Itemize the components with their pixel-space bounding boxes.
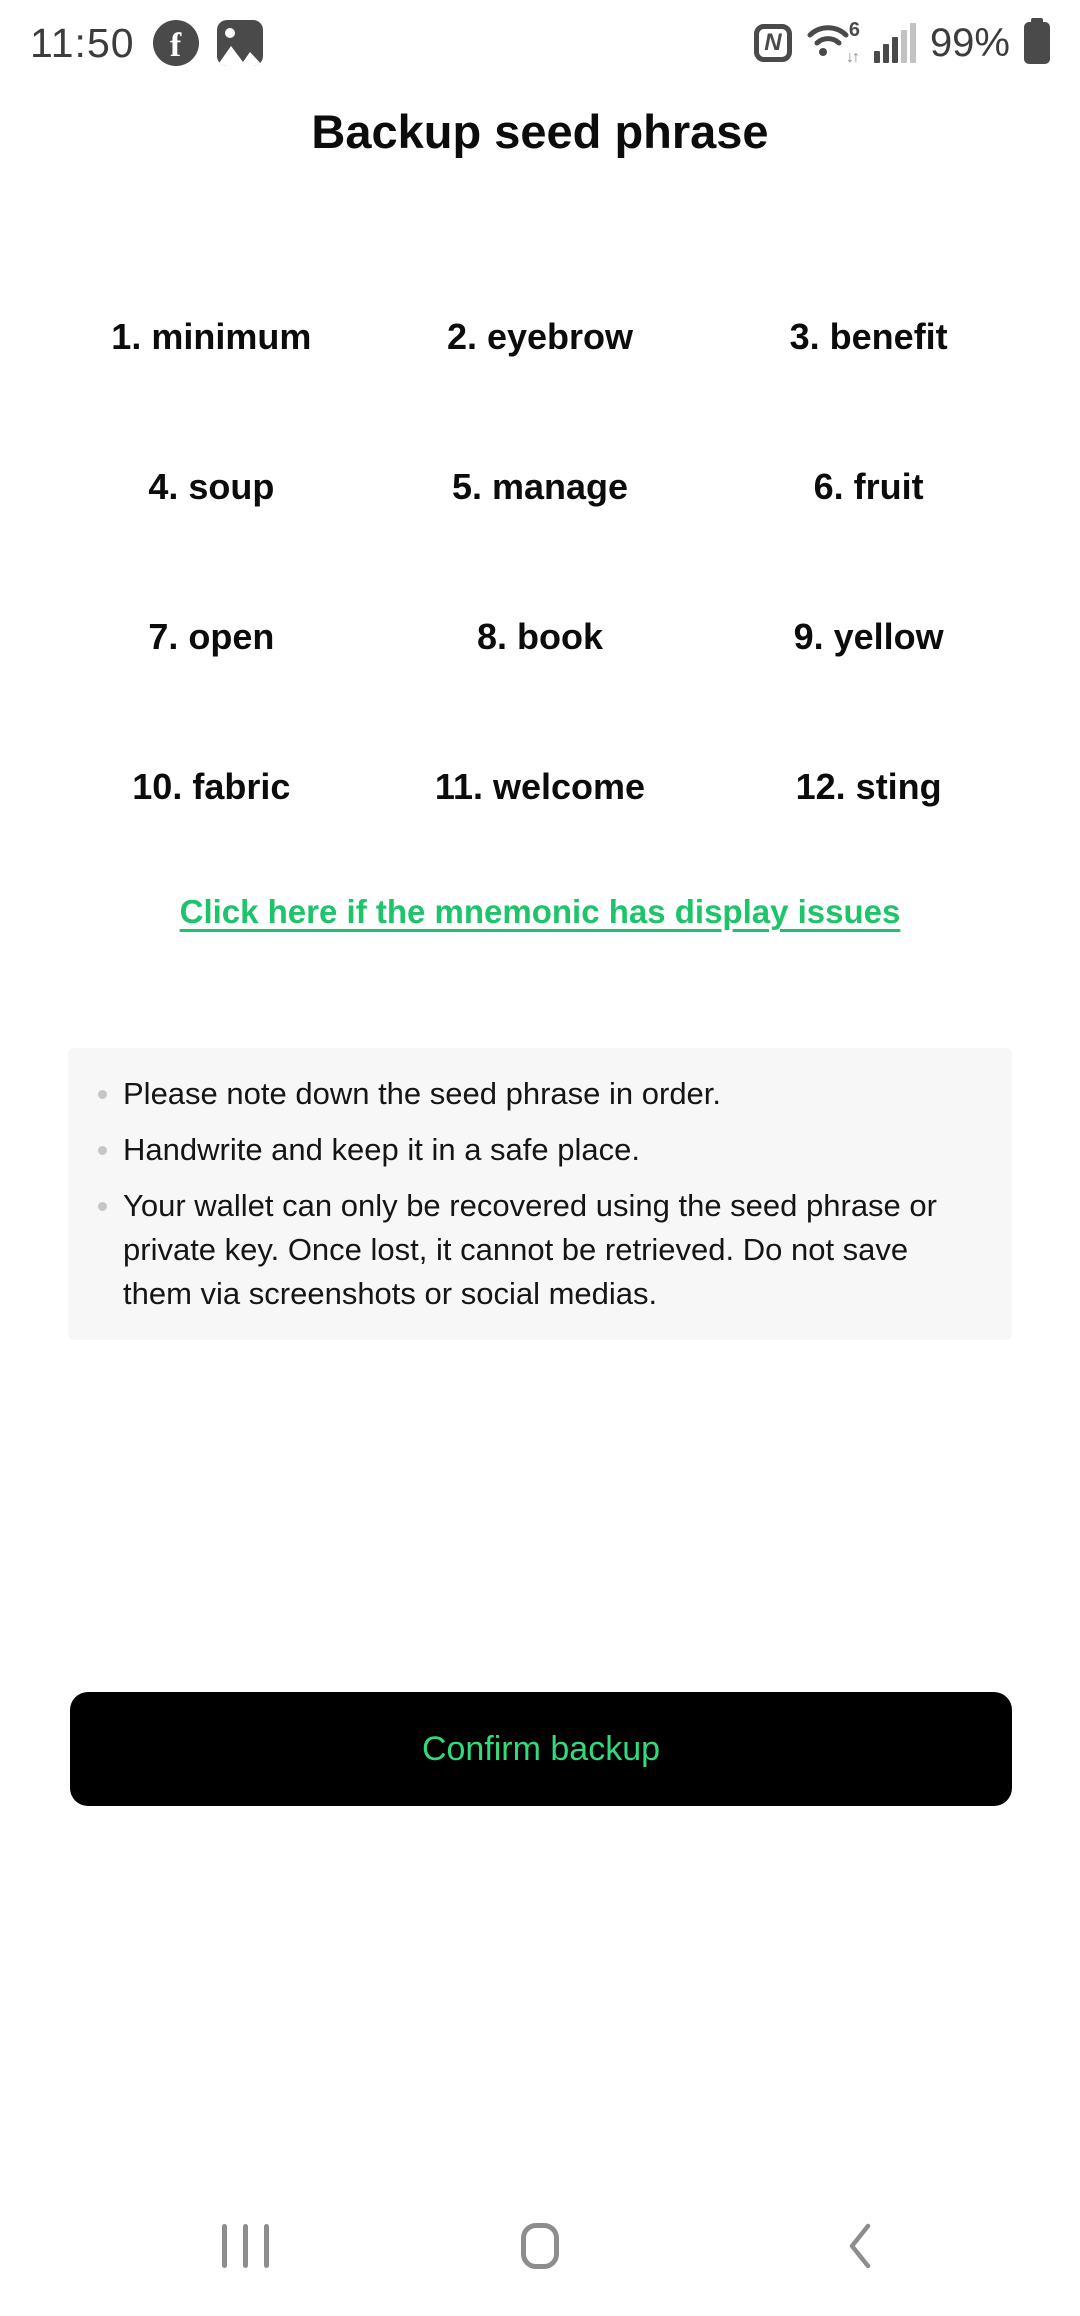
seed-word-9: 9. yellow [793,616,944,657]
android-nav-bar [0,2176,1080,2316]
seed-word-grid [47,262,1033,862]
clock: 11:50 [30,19,135,66]
mnemonic-display-issues-link[interactable]: Click here if the mnemonic has display issues [179,893,901,930]
home-button[interactable] [480,2176,600,2316]
note-item [90,1072,982,1116]
nfc-icon: N [754,24,792,62]
seed-word-12: 12. sting [795,766,942,807]
back-chevron-icon [847,2222,873,2270]
note-item [90,1184,982,1316]
seed-word-7: 7. open [148,616,275,657]
recents-button[interactable] [185,2176,305,2316]
battery-icon [1024,22,1050,64]
note-text: Your wallet can only be recovered using the seed phrase or private key. Once lost, it cannot be retrieved. Do not save them via screenshots or social medias. [123,1188,937,1311]
signal-strength-icon [874,23,916,63]
bullet-icon [98,1146,107,1155]
note-text: Please note down the seed phrase in order. [123,1076,722,1111]
confirm-backup-button[interactable] [70,1692,1012,1806]
seed-word-4: 4. soup [148,466,275,507]
seed-phrase-notes [68,1048,1012,1340]
facebook-notification-icon: f [153,20,199,66]
seed-word-2: 2. eyebrow [446,316,634,357]
seed-word-5: 5. manage [451,466,629,507]
seed-word-10: 10. fabric [132,766,291,807]
back-button[interactable] [800,2176,920,2316]
recents-icon [222,2224,269,2268]
seed-word-8: 8. book [476,616,603,657]
status-bar [0,0,1080,86]
confirm-backup-label: Confirm backup [421,1729,661,1768]
seed-word-3: 3. benefit [789,316,948,357]
wifi6-icon: 6 ↓↑ [806,21,860,65]
bullet-icon [98,1090,107,1099]
page-title: Backup seed phrase [311,105,769,158]
seed-word-11: 11. welcome [434,766,646,807]
gallery-notification-icon [217,20,263,66]
seed-word-6: 6. fruit [813,466,924,507]
home-icon [521,2223,559,2269]
note-item [90,1128,982,1172]
bullet-icon [98,1202,107,1211]
seed-word-1: 1. minimum [111,316,312,357]
battery-percentage: 99% [929,20,1010,65]
note-text: Handwrite and keep it in a safe place. [123,1132,640,1167]
